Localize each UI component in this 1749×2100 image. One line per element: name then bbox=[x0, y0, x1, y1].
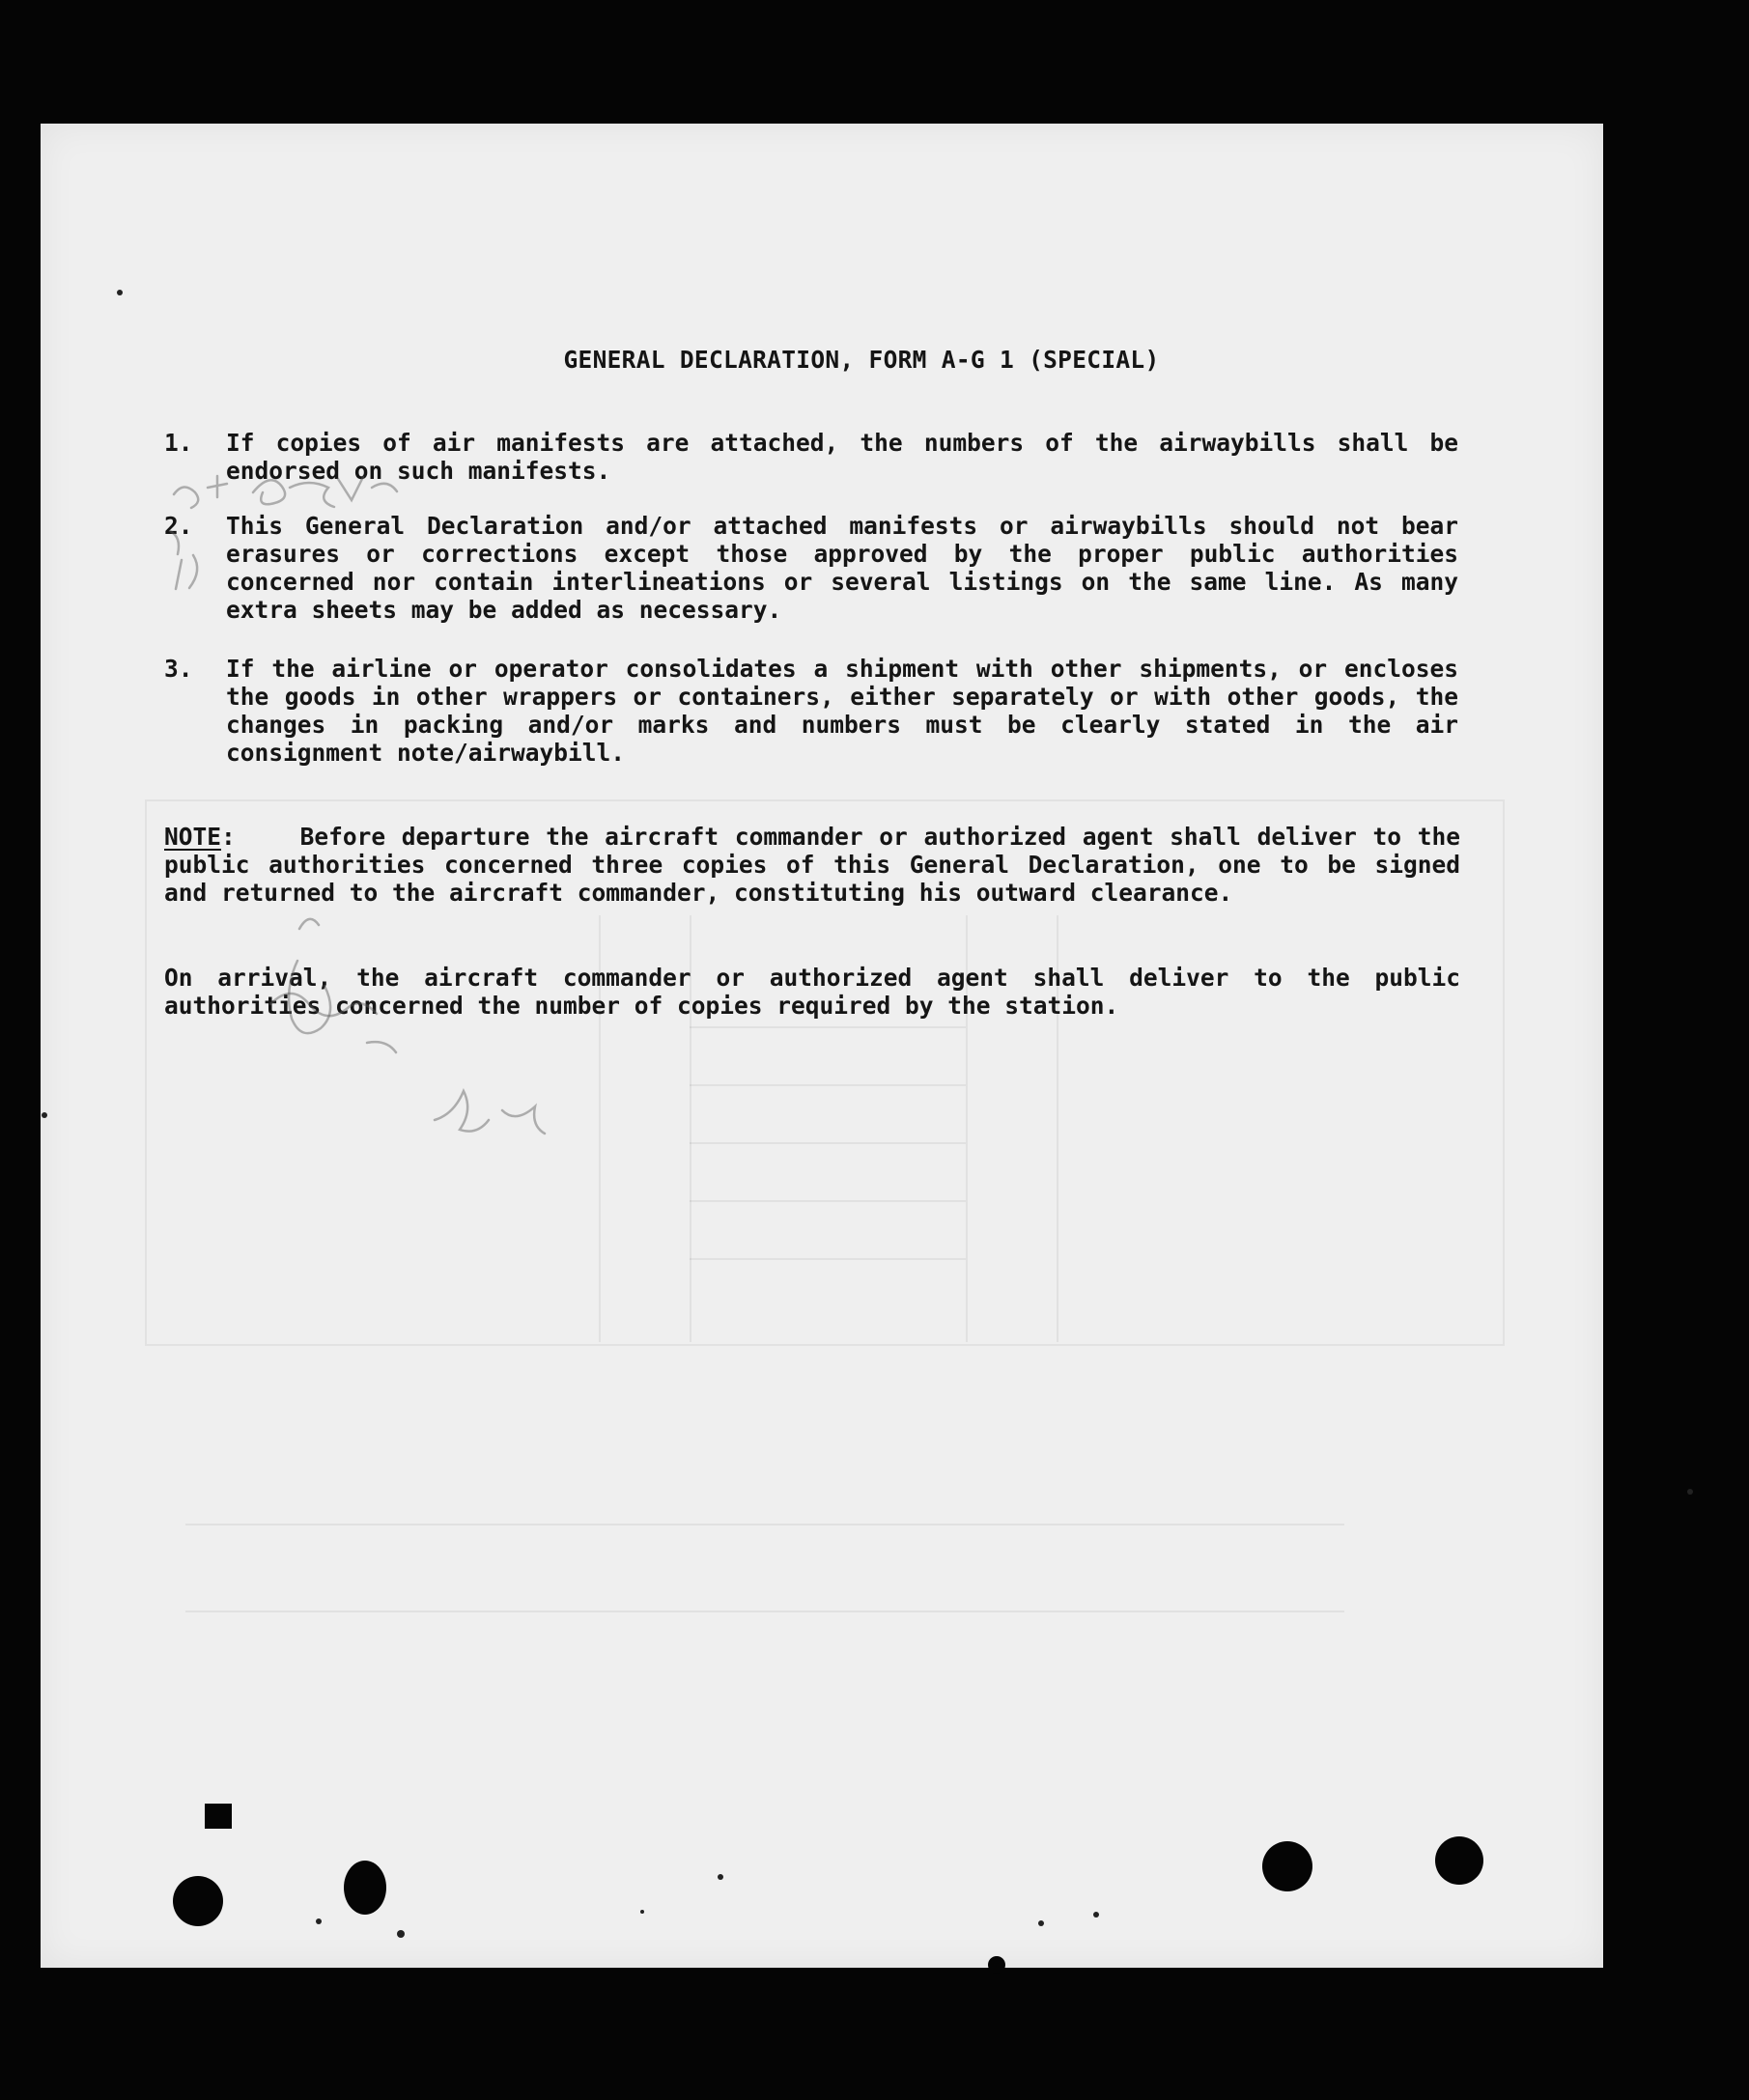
show-through-rule bbox=[185, 1610, 1344, 1612]
note-paragraph bbox=[164, 823, 1460, 907]
item-text: If copies of air manifests are attached, the numbers of the airwaybills shall be endorsed on such manifests. bbox=[226, 429, 1458, 485]
item-number: 1. bbox=[164, 429, 193, 457]
item-number: 2. bbox=[164, 512, 193, 540]
show-through-rule bbox=[690, 1142, 966, 1144]
item-text: This General Declaration and/or attached manifests or airwaybills should not bear erasures or corrections except those approved by the proper public authorities concerned nor contain interlineations or several listings on the same line. As many extra sheets may be added as necessary. bbox=[226, 512, 1458, 624]
show-through-rule bbox=[690, 1084, 966, 1086]
show-through-rule bbox=[185, 1524, 1344, 1526]
document-title: GENERAL DECLARATION, FORM A-G 1 (SPECIAL) bbox=[563, 346, 1160, 374]
item-text: If the airline or operator consolidates a shipment with other shipments, or encloses the goods in other wrappers or containers, either separately or with other goods, the changes in packing and/or marks and numbers must be clearly stated in the air consignment note/airwaybill. bbox=[226, 655, 1458, 767]
instruction-item-3 bbox=[164, 655, 1458, 770]
paper-sheet bbox=[41, 124, 1603, 1968]
note-text: Before departure the aircraft commander or authorized agent shall deliver to the public authorities concerned three copies of this General Declaration, one to be signed and returned to the aircraft commander, constituting his outward clearance. bbox=[164, 823, 1460, 907]
note-label: NOTE bbox=[164, 823, 222, 851]
item-number: 3. bbox=[164, 655, 193, 683]
arrival-paragraph bbox=[164, 964, 1460, 1020]
show-through-rule bbox=[690, 1258, 966, 1260]
show-through-rule bbox=[690, 1200, 966, 1202]
note-colon: : bbox=[221, 823, 300, 851]
instruction-item-1 bbox=[164, 429, 1458, 487]
instruction-item-2 bbox=[164, 512, 1458, 628]
show-through-rule bbox=[690, 1026, 966, 1028]
arrival-text: On arrival, the aircraft commander or authorized agent shall deliver to the public authorities concerned the number of copies required by the station. bbox=[164, 964, 1460, 1020]
